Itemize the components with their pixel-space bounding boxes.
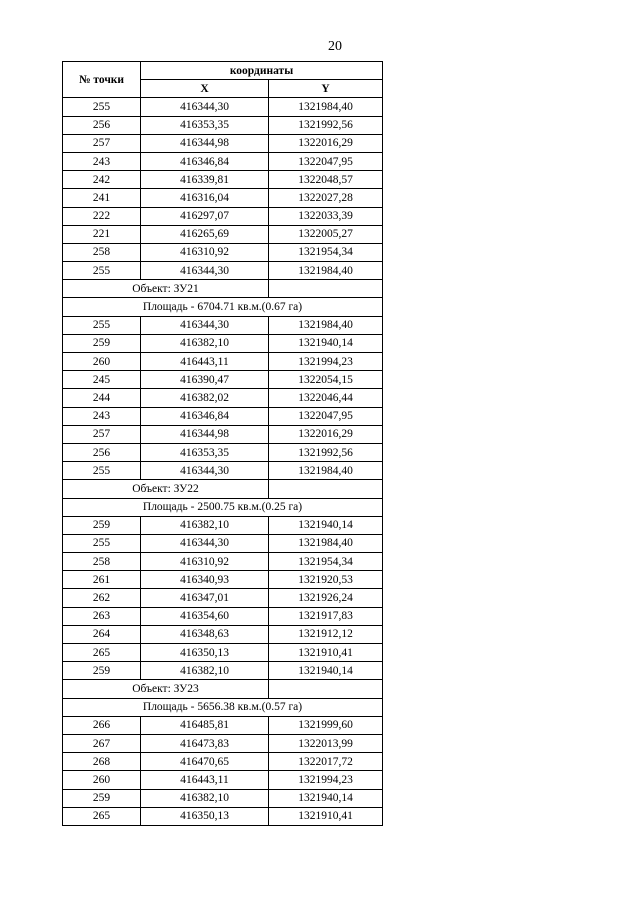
point-number-cell: 260 <box>63 353 141 371</box>
area-label: Площадь - 2500.75 кв.м.(0.25 га) <box>63 498 383 516</box>
point-number-cell: 262 <box>63 589 141 607</box>
point-number-cell: 255 <box>63 262 141 280</box>
point-number-cell: 264 <box>63 625 141 643</box>
x-coordinate-cell: 416353,35 <box>141 443 269 461</box>
table-row <box>63 98 383 116</box>
x-coordinate-cell: 416350,13 <box>141 644 269 662</box>
y-coordinate-cell: 1321984,40 <box>269 534 383 552</box>
object-row <box>63 680 383 698</box>
point-number-cell: 242 <box>63 171 141 189</box>
table-row <box>63 134 383 152</box>
object-row <box>63 280 383 298</box>
area-label: Площадь - 6704.71 кв.м.(0.67 га) <box>63 298 383 316</box>
point-number-cell: 257 <box>63 425 141 443</box>
table-row <box>63 753 383 771</box>
y-coordinate-cell: 1321917,83 <box>269 607 383 625</box>
y-coordinate-cell: 1321994,23 <box>269 353 383 371</box>
y-coordinate-cell: 1321940,14 <box>269 334 383 352</box>
x-coordinate-cell: 416382,10 <box>141 662 269 680</box>
point-number-cell: 265 <box>63 644 141 662</box>
x-coordinate-cell: 416443,11 <box>141 771 269 789</box>
table-row <box>63 407 383 425</box>
y-coordinate-cell: 1321940,14 <box>269 516 383 534</box>
point-number-cell: 263 <box>63 607 141 625</box>
y-coordinate-cell: 1321999,60 <box>269 716 383 734</box>
x-coordinate-cell: 416265,69 <box>141 225 269 243</box>
y-coordinate-cell: 1321910,41 <box>269 644 383 662</box>
x-coordinate-cell: 416310,92 <box>141 553 269 571</box>
point-number-cell: 266 <box>63 716 141 734</box>
x-coordinate-cell: 416344,30 <box>141 98 269 116</box>
x-header: X <box>141 80 269 98</box>
object-row <box>63 480 383 498</box>
table-row <box>63 316 383 334</box>
x-coordinate-cell: 416340,93 <box>141 571 269 589</box>
point-number-cell: 265 <box>63 807 141 825</box>
point-number-cell: 255 <box>63 462 141 480</box>
y-coordinate-cell: 1321984,40 <box>269 316 383 334</box>
point-number-cell: 258 <box>63 243 141 261</box>
x-coordinate-cell: 416344,30 <box>141 316 269 334</box>
object-label: Объект: ЗУ22 <box>63 480 269 498</box>
table-row <box>63 734 383 752</box>
y-coordinate-cell: 1321984,40 <box>269 98 383 116</box>
table-row <box>63 116 383 134</box>
y-coordinate-cell: 1322047,95 <box>269 407 383 425</box>
table-row <box>63 443 383 461</box>
table-row <box>63 771 383 789</box>
y-coordinate-cell: 1322005,27 <box>269 225 383 243</box>
table-row <box>63 571 383 589</box>
x-coordinate-cell: 416297,07 <box>141 207 269 225</box>
x-coordinate-cell: 416348,63 <box>141 625 269 643</box>
point-number-cell: 260 <box>63 771 141 789</box>
table-row <box>63 589 383 607</box>
table-row <box>63 171 383 189</box>
point-number-cell: 241 <box>63 189 141 207</box>
point-number-cell: 258 <box>63 553 141 571</box>
table-row <box>63 716 383 734</box>
object-label: Объект: ЗУ21 <box>63 280 269 298</box>
x-coordinate-cell: 416344,98 <box>141 425 269 443</box>
point-number-cell: 259 <box>63 662 141 680</box>
y-coordinate-cell: 1321912,12 <box>269 625 383 643</box>
y-coordinate-cell: 1321994,23 <box>269 771 383 789</box>
point-number-cell: 256 <box>63 116 141 134</box>
y-coordinate-cell: 1321920,53 <box>269 571 383 589</box>
y-header: Y <box>269 80 383 98</box>
table-row <box>63 152 383 170</box>
point-number-cell: 267 <box>63 734 141 752</box>
x-coordinate-cell: 416353,35 <box>141 116 269 134</box>
table-row <box>63 189 383 207</box>
table-row <box>63 534 383 552</box>
x-coordinate-cell: 416382,10 <box>141 789 269 807</box>
y-coordinate-cell: 1322017,72 <box>269 753 383 771</box>
y-coordinate-cell: 1322046,44 <box>269 389 383 407</box>
table-row <box>63 553 383 571</box>
table-row <box>63 662 383 680</box>
x-coordinate-cell: 416344,30 <box>141 262 269 280</box>
table-row <box>63 462 383 480</box>
x-coordinate-cell: 416346,84 <box>141 152 269 170</box>
point-number-cell: 255 <box>63 316 141 334</box>
point-number-cell: 255 <box>63 98 141 116</box>
y-coordinate-cell: 1321940,14 <box>269 662 383 680</box>
x-coordinate-cell: 416316,04 <box>141 189 269 207</box>
table-row <box>63 607 383 625</box>
y-coordinate-cell: 1322016,29 <box>269 425 383 443</box>
y-coordinate-cell: 1321984,40 <box>269 262 383 280</box>
table-header <box>63 62 383 98</box>
y-coordinate-cell: 1321954,34 <box>269 243 383 261</box>
point-number-cell: 243 <box>63 152 141 170</box>
y-coordinate-cell: 1321910,41 <box>269 807 383 825</box>
table-row <box>63 516 383 534</box>
empty-cell <box>269 280 383 298</box>
x-coordinate-cell: 416354,60 <box>141 607 269 625</box>
table-body <box>63 98 383 826</box>
y-coordinate-cell: 1321992,56 <box>269 443 383 461</box>
empty-cell <box>269 680 383 698</box>
table-row <box>63 371 383 389</box>
y-coordinate-cell: 1322033,39 <box>269 207 383 225</box>
area-label: Площадь - 5656.38 кв.м.(0.57 га) <box>63 698 383 716</box>
y-coordinate-cell: 1322054,15 <box>269 371 383 389</box>
x-coordinate-cell: 416344,30 <box>141 462 269 480</box>
point-number-cell: 268 <box>63 753 141 771</box>
point-number-cell: 222 <box>63 207 141 225</box>
area-row <box>63 298 383 316</box>
point-number-cell: 261 <box>63 571 141 589</box>
table-row <box>63 262 383 280</box>
point-number-cell: 221 <box>63 225 141 243</box>
table-row <box>63 243 383 261</box>
point-number-cell: 256 <box>63 443 141 461</box>
table-row <box>63 789 383 807</box>
x-coordinate-cell: 416485,81 <box>141 716 269 734</box>
point-number-cell: 259 <box>63 516 141 534</box>
area-row <box>63 498 383 516</box>
point-number-cell: 255 <box>63 534 141 552</box>
table-row <box>63 389 383 407</box>
y-coordinate-cell: 1322013,99 <box>269 734 383 752</box>
point-number-header: № точки <box>63 62 141 98</box>
coordinates-table <box>62 61 383 826</box>
table-row <box>63 625 383 643</box>
point-number-cell: 259 <box>63 334 141 352</box>
point-number-cell: 257 <box>63 134 141 152</box>
point-number-cell: 244 <box>63 389 141 407</box>
x-coordinate-cell: 416443,11 <box>141 353 269 371</box>
area-row <box>63 698 383 716</box>
point-number-cell: 259 <box>63 789 141 807</box>
y-coordinate-cell: 1322027,28 <box>269 189 383 207</box>
table-row <box>63 334 383 352</box>
x-coordinate-cell: 416344,98 <box>141 134 269 152</box>
page-number: 20 <box>328 39 342 54</box>
y-coordinate-cell: 1322016,29 <box>269 134 383 152</box>
table-row <box>63 353 383 371</box>
x-coordinate-cell: 416382,02 <box>141 389 269 407</box>
x-coordinate-cell: 416470,65 <box>141 753 269 771</box>
table-row <box>63 807 383 825</box>
x-coordinate-cell: 416350,13 <box>141 807 269 825</box>
point-number-cell: 243 <box>63 407 141 425</box>
empty-cell <box>269 480 383 498</box>
y-coordinate-cell: 1322047,95 <box>269 152 383 170</box>
object-label: Объект: ЗУ23 <box>63 680 269 698</box>
x-coordinate-cell: 416344,30 <box>141 534 269 552</box>
x-coordinate-cell: 416347,01 <box>141 589 269 607</box>
x-coordinate-cell: 416390,47 <box>141 371 269 389</box>
x-coordinate-cell: 416382,10 <box>141 516 269 534</box>
x-coordinate-cell: 416346,84 <box>141 407 269 425</box>
x-coordinate-cell: 416339,81 <box>141 171 269 189</box>
y-coordinate-cell: 1322048,57 <box>269 171 383 189</box>
table-row <box>63 225 383 243</box>
y-coordinate-cell: 1321992,56 <box>269 116 383 134</box>
point-number-cell: 245 <box>63 371 141 389</box>
y-coordinate-cell: 1321926,24 <box>269 589 383 607</box>
coordinates-header: координаты <box>141 62 383 80</box>
x-coordinate-cell: 416310,92 <box>141 243 269 261</box>
x-coordinate-cell: 416473,83 <box>141 734 269 752</box>
table-row <box>63 644 383 662</box>
y-coordinate-cell: 1321940,14 <box>269 789 383 807</box>
x-coordinate-cell: 416382,10 <box>141 334 269 352</box>
table-row <box>63 425 383 443</box>
y-coordinate-cell: 1321954,34 <box>269 553 383 571</box>
y-coordinate-cell: 1321984,40 <box>269 462 383 480</box>
table-row <box>63 207 383 225</box>
